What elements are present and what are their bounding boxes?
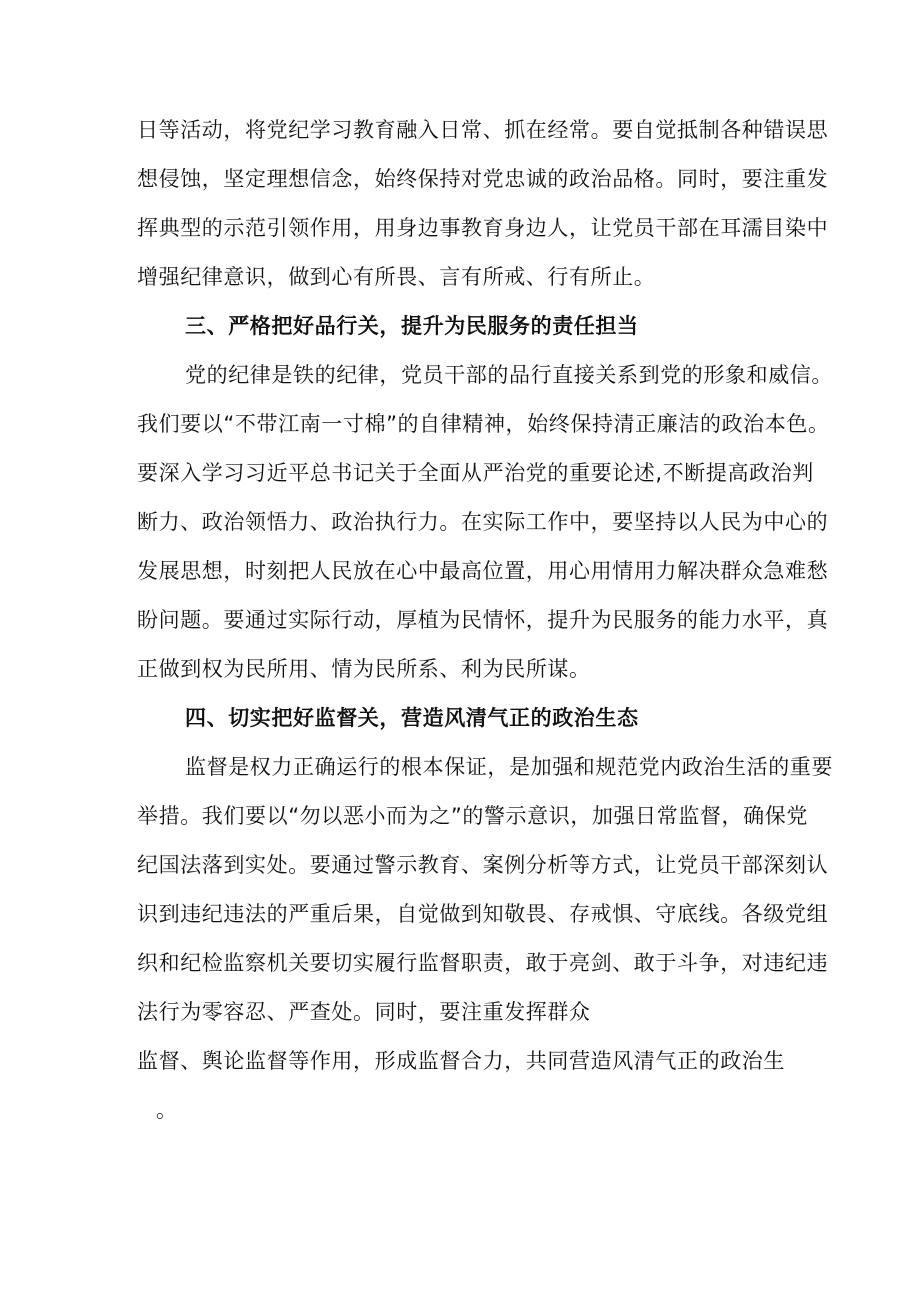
paragraph-line: 盼问题。要通过实际行动，厚植为民情怀，提升为民服务的能力水平，真 [137,608,829,632]
paragraph-line: 挥典型的示范引领作用，用身边事教育身边人，让党员干部在耳濡目染中 [137,216,829,240]
paragraph-line: 举措。我们要以“勿以恶小而为之”的警示意识，加强日常监督，确保党 [137,804,808,828]
paragraph-line: 党的纪律是铁的纪律，党员干部的品行直接关系到党的形象和威信。 [185,363,833,387]
paragraph-line: 日等活动，将党纪学习教育融入日常、抓在经常。要自觉抵制各种错误思 [137,118,829,142]
paragraph-line: 想侵蚀，坚定理想信念，始终保持对党忠诚的政治品格。同时，要注重发 [137,167,829,191]
paragraph-line: 法行为零容忍、严查处。同时，要注重发挥群众 [137,1000,591,1024]
paragraph-line: 正做到权为民所用、情为民所系、利为民所谋。 [137,657,591,681]
paragraph-line: 我们要以“不带江南一寸棉”的自律精神，始终保持清正廉洁的政治本色。 [137,412,830,436]
paragraph-line: 纪国法落到实处。要通过警示教育、案例分析等方式，让党员干部深刻认 [137,853,829,877]
paragraph-line: 增强纪律意识，做到心有所畏、言有所戒、行有所止。 [137,265,656,289]
paragraph-line: 监督、舆论监督等作用，形成监督合力，共同营造风清气正的政治生 [137,1049,785,1073]
section-heading-3: 三、严格把好品行关，提升为民服务的责任担当 [185,314,639,338]
paragraph-line: 识到违纪违法的严重后果，自觉做到知敬畏、存戒惧、守底线。各级党组 [137,902,829,926]
paragraph-line: 织和纪检监察机关要切实履行监督职责，敢于亮剑、敢于斗争，对违纪违 [137,951,829,975]
paragraph-line: 监督是权力正确运行的根本保证，是加强和规范党内政治生活的重要 [185,755,833,779]
paragraph-line: 发展思想，时刻把人民放在心中最高位置，用心用情用力解决群众急难愁 [137,559,829,583]
section-heading-4: 四、切实把好监督关，营造风清气正的政治生态 [185,706,639,730]
trailing-period: 。 [156,1098,178,1122]
paragraph-line: 断力、政治领悟力、政治执行力。在实际工作中，要坚持以人民为中心的 [137,510,829,534]
paragraph-line: 要深入学习习近平总书记关于全面从严治党的重要论述,不断提高政治判 [137,461,814,485]
